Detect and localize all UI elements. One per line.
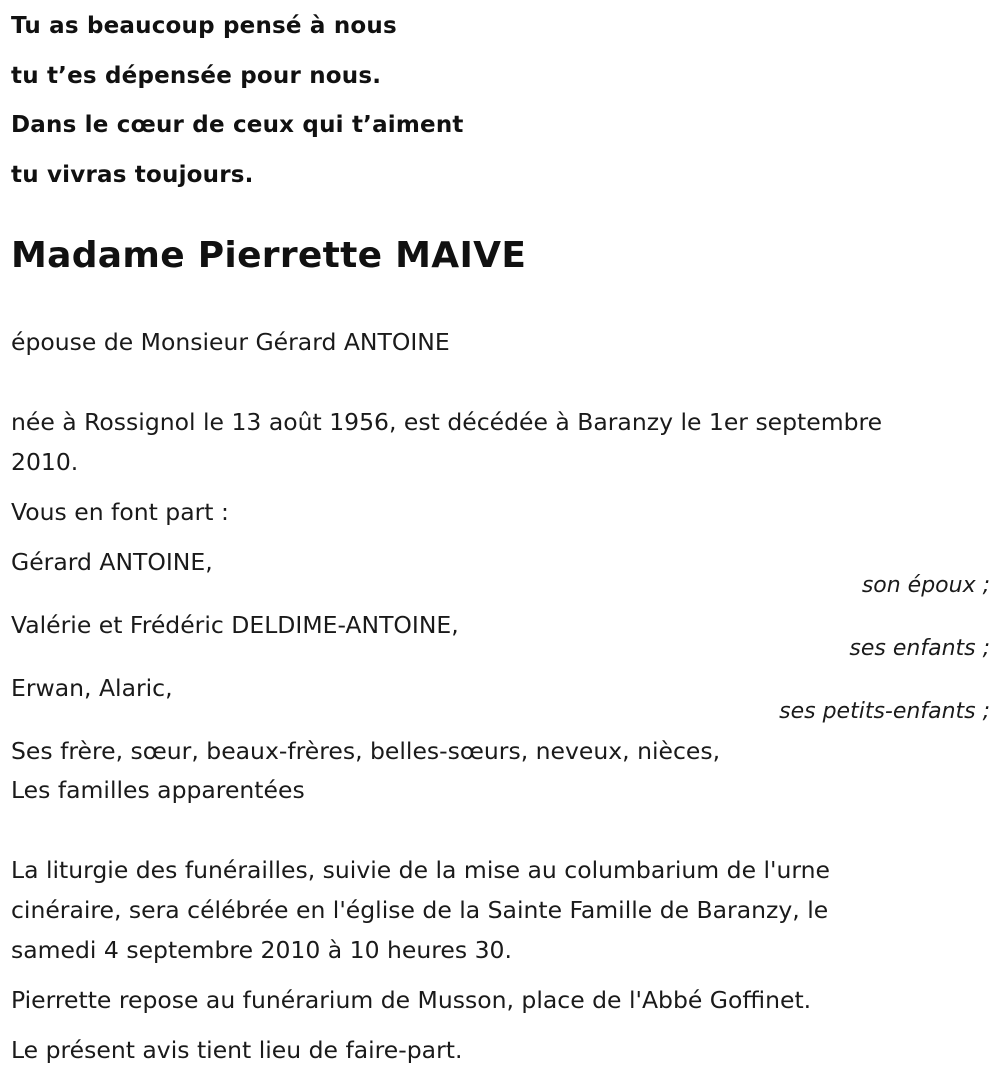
- family-member-names: Gérard ANTOINE,: [11, 548, 213, 576]
- poem: [11, 8, 464, 206]
- poem-line: tu t’es dépensée pour nous.: [11, 62, 382, 89]
- birth-death-line-continued: 2010.: [11, 448, 79, 476]
- ceremony-details-continued: cinéraire, sera célébrée en l'église de la Sainte Famille de Baranzy, le: [11, 896, 829, 924]
- family-member-names: Valérie et Frédéric DELDIME-ANTOINE,: [11, 611, 459, 639]
- relatives-line-continued: Les familles apparentées: [11, 776, 305, 804]
- family-member-role: ses petits-enfants ;: [779, 699, 990, 724]
- poem-line: tu vivras toujours.: [11, 161, 254, 188]
- ceremony-details: La liturgie des funérailles, suivie de la mise au columbarium de l'urne: [11, 856, 830, 884]
- announcement-intro: Vous en font part :: [11, 498, 229, 526]
- funeral-home-line: Pierrette repose au funérarium de Musson, place de l'Abbé Goffinet.: [11, 986, 812, 1014]
- spouse-line: épouse de Monsieur Gérard ANTOINE: [11, 328, 450, 356]
- family-member-role: ses enfants ;: [849, 636, 990, 661]
- closing-line: Le présent avis tient lieu de faire-part.: [11, 1036, 463, 1064]
- birth-death-line: née à Rossignol le 13 août 1956, est décédée à Baranzy le 1er septembre: [11, 408, 883, 436]
- poem-line: Tu as beaucoup pensé à nous: [11, 13, 397, 39]
- poem-line: Dans le cœur de ceux qui t’aiment: [11, 112, 464, 138]
- family-member-names: Erwan, Alaric,: [11, 674, 173, 702]
- ceremony-details-continued: samedi 4 septembre 2010 à 10 heures 30.: [11, 936, 512, 964]
- deceased-name: Madame Pierrette MAIVE: [11, 235, 527, 276]
- relatives-line: Ses frère, sœur, beaux-frères, belles-sœurs, neveux, nièces,: [11, 737, 721, 765]
- family-member-role: son époux ;: [861, 573, 990, 598]
